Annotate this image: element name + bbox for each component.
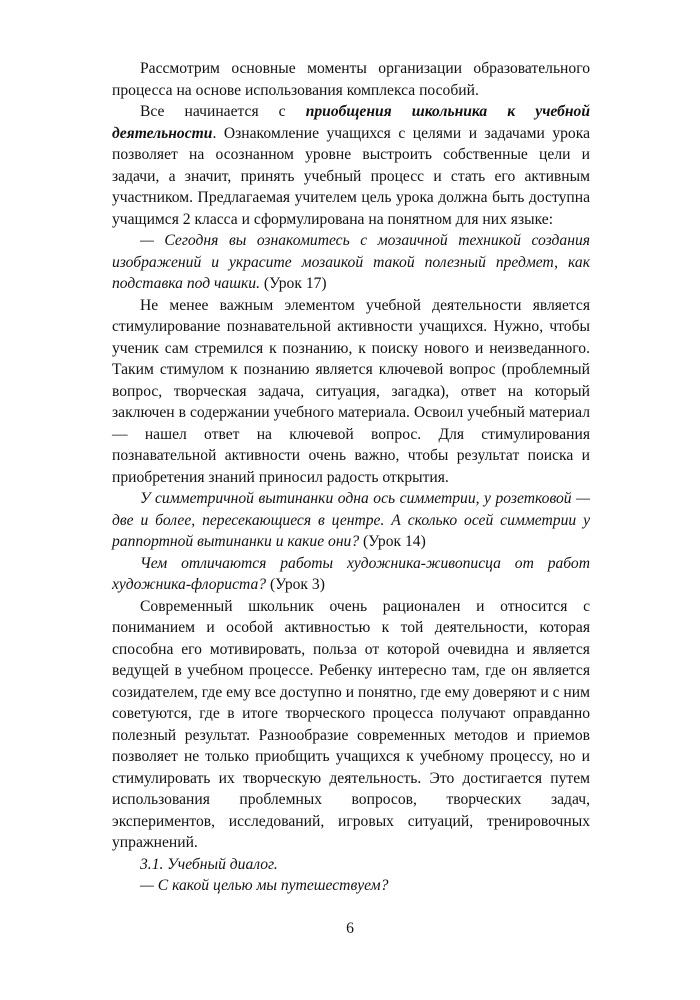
section-heading-3-1: 3.1. Учебный диалог.	[140, 855, 278, 873]
paragraph-9-quote: — С какой целью мы путешествуем?	[140, 877, 389, 894]
page-body-text	[112, 58, 590, 897]
paragraph-6-quote	[112, 553, 590, 596]
paragraph-6-lesson-reference: (Урок 3)	[266, 576, 325, 593]
paragraph-2-tail: . Ознакомление учащихся с целями и задачами урока позволяет на осознанном уровне выстроить собственные цели и задачи, а значит, принять учебный процесс и стать его активным участником. Предлагаемая учителем цель урока должна быть доступна учащимся 2 класса и сформулирована на понятном для них языке:	[112, 124, 590, 228]
page-number: 6	[346, 920, 354, 937]
paragraph-6-quote-text: Чем отличаются работы художника-живописца от работ художника-флориста?	[112, 554, 590, 593]
paragraph-5-lesson-reference: (Урок 14)	[359, 533, 426, 550]
paragraph-5-quote-text: У симметричной вытинанки одна ось симметрии, у розетковой — две и более, пересекающиеся в центре. А сколько осей симметрии у раппортной вытинанки и какие они?	[112, 490, 590, 550]
paragraph-3-lesson-reference: (Урок 17)	[260, 275, 327, 292]
paragraph-7: Современный школьник очень рационален и относится с пониманием и особой активностью к той деятельности, которая способна его мотивировать, польза от которой очевидна и является ведущей в учебном процессе. Ребенку интересно там, где он является созидателем, где ему все доступно и понятно, где ему доверяют и с ним советуются, где в итоге творческого процесса получают оправданно полезный результат. Разнообразие современных методов и приемов позволяет не только приобщить учащихся к учебному процессу, но и стимулировать их творческую деятельность. Это достигается путем использования проблемных вопросов, творческих задач, экспериментов, исследований, игровых ситуаций, тренировочных упражнений.	[112, 597, 590, 851]
paragraph-2-emphasis: приобщения школьника к учебной деятельности	[112, 103, 590, 142]
paragraph-3-quote	[112, 230, 590, 295]
paragraph-2-lead: Все начинается с	[140, 103, 306, 120]
paragraph-4: Не менее важным элементом учебной деятельности является стимулирование познавательной активности учащихся. Нужно, чтобы ученик сам стремился к познанию, к поиску нового и неизведанного. Таким стимулом к познанию является ключевой вопрос (проблемный вопрос, творческая задача, ситуация, загадка), ответ на который заключен в содержании учебного материала. Освоил учебный материал — нашел ответ на ключевой вопрос. Для стимулирования познавательной активности очень важно, чтобы результат поиска и приобретения знаний приносил радость открытия.	[112, 296, 590, 486]
paragraph-5-quote	[112, 488, 590, 553]
paragraph-2	[112, 101, 590, 230]
paragraph-1: Рассмотрим основные моменты организации образовательного процесса на основе использования комплекса пособий.	[112, 60, 590, 99]
paragraph-3-quote-text: — Сегодня вы ознакомитесь с мозаичной техникой создания изображений и украсите мозаикой такой полезный предмет, как подставка под чашки.	[112, 232, 590, 292]
